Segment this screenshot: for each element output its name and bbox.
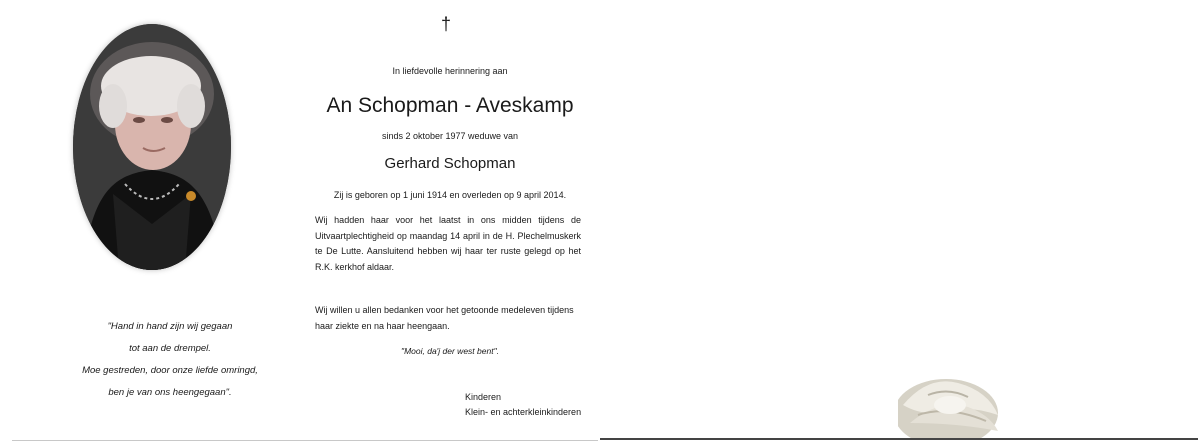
quote-line: "Hand in hand zijn wij gegaan (107, 321, 233, 332)
portrait-photo (73, 24, 231, 270)
rose-illustration (898, 365, 1003, 440)
motto-quote: "Mooi, da'j der west bent". (401, 346, 499, 356)
quote-line: ben je van ons heengegaan". (108, 387, 232, 398)
bottom-edge-line (600, 438, 1198, 440)
deceased-name: An Schopman - Aveskamp (326, 94, 574, 117)
thanks-paragraph: Wij willen u allen bedanken voor het getoonde medeleven tijdens haar ziekte en na haar heengaan. (315, 305, 574, 331)
signature-line: Kinderen (465, 392, 502, 402)
quote-line: tot aan de drempel. (129, 343, 211, 354)
portrait-illustration (73, 24, 231, 270)
cross-icon: † (441, 14, 452, 34)
widow-line: sinds 2 oktober 1977 weduwe van (381, 131, 519, 141)
memorial-card-back (600, 0, 1200, 443)
rose-image (898, 365, 1003, 440)
husband-name: Gerhard Schopman (384, 155, 516, 172)
bottom-edge-line (12, 440, 598, 441)
signature-line: Klein- en achterkleinkinderen (465, 407, 582, 417)
intro-text: In liefdevolle herinnering aan (392, 66, 508, 76)
poem-quote (60, 316, 280, 404)
birth-death-line: Zij is geboren op 1 juni 1914 en overleden op 9 april 2014. (333, 190, 567, 200)
quote-line: Moe gestreden, door onze liefde omringd, (82, 365, 258, 376)
funeral-paragraph: Wij hadden haar voor het laatst in ons midden tijdens de Uitvaartplechtigheid op maandag 14 april in de H. Plechelmuskerk te De Lutte. Aansluitend hebben wij haar ter ruste gelegd op het R.K. kerkhof aldaar. (315, 215, 581, 272)
signature (465, 390, 581, 420)
